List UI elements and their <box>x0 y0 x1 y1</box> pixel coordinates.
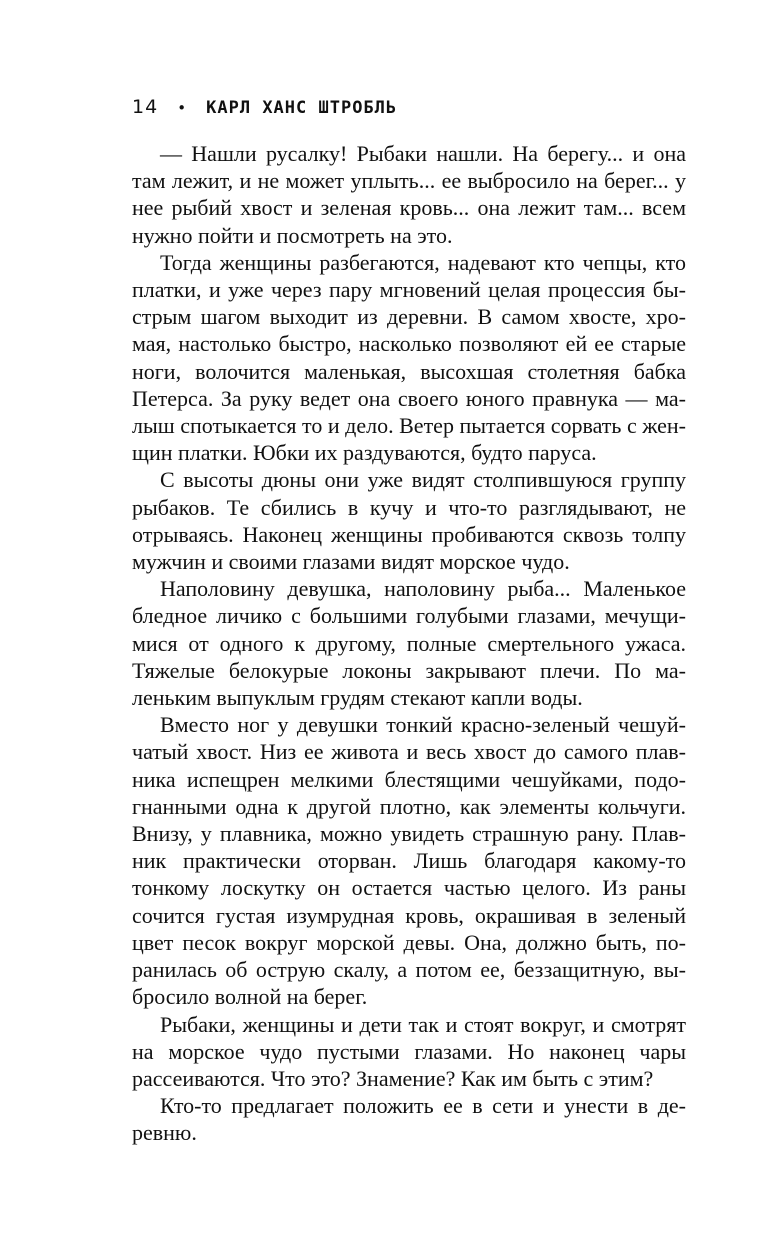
bullet-separator: • <box>177 99 188 117</box>
paragraph: Наполовину девушка, наполовину рыба... Маленькое бледное личико с большими голубыми глазами, мечущимися от одного к другому, полные смертельного ужаса. Тяжелые белокурые локоны закрывают плечи. По маленьким выпуклым грудям стекают капли воды. <box>132 576 686 711</box>
paragraph: С высоты дюны они уже видят столпившуюся группу рыбаков. Те сбились в кучу и что-то разглядывают, не отрываясь. Наконец женщины пробиваются сквозь толпу мужчин и своими глазами видят морское чудо. <box>132 467 686 575</box>
running-head <box>132 92 397 122</box>
paragraph: Кто-то предлагает положить ее в сети и унести в деревню. <box>132 1093 686 1146</box>
body-text <box>132 140 686 1147</box>
page-number: 14 <box>132 96 159 118</box>
paragraph: Тогда женщины разбегаются, надевают кто чепцы, кто платки, и уже через пару мгновений целая процессия быстрым шагом выходит из деревни. В самом хвосте, хромая, настолько быстро, насколько позволяют ей ее старые ноги, волочится маленькая, высохшая столетняя бабка Петерса. За руку ведет она своего юного правнука — малыш спотыкается то и дело. Ветер пытается сорвать с женщин платки. Юбки их раздуваются, будто паруса. <box>132 249 686 466</box>
paragraph: Рыбаки, женщины и дети так и стоят вокруг, и смотрят на морское чудо пустыми глазами. Но наконец чары рассеиваются. Что это? Знамение? Как им быть с этим? <box>132 1011 686 1091</box>
paragraph: Вместо ног у девушки тонкий красно-зеленый чешуйчатый хвост. Низ ее живота и весь хвост до самого плавника испещрен мелкими блестящими чешуйками, подогнанными одна к другой плотно, как элементы кольчуги. Внизу, у плавника, можно увидеть страшную рану. Плавник практически оторван. Лишь благодаря какому-то тонкому лоскутку он остается частью целого. Из раны сочится густая изумрудная кровь, окрашивая в зеленый цвет песок вокруг морской девы. Она, должно быть, поранилась об острую скалу, а потом ее, беззащитную, выбросило волной на берег. <box>132 712 686 1010</box>
paragraph: — Нашли русалку! Рыбаки нашли. На берегу... и она там лежит, и не может уплыть... ее выбросило на берег... у нее рыбий хвост и зеленая кровь... она лежит там... всем нужно пойти и посмотреть на это. <box>132 141 686 248</box>
author-name: КАРЛ ХАНС ШТРОБЛЬ <box>206 98 398 118</box>
